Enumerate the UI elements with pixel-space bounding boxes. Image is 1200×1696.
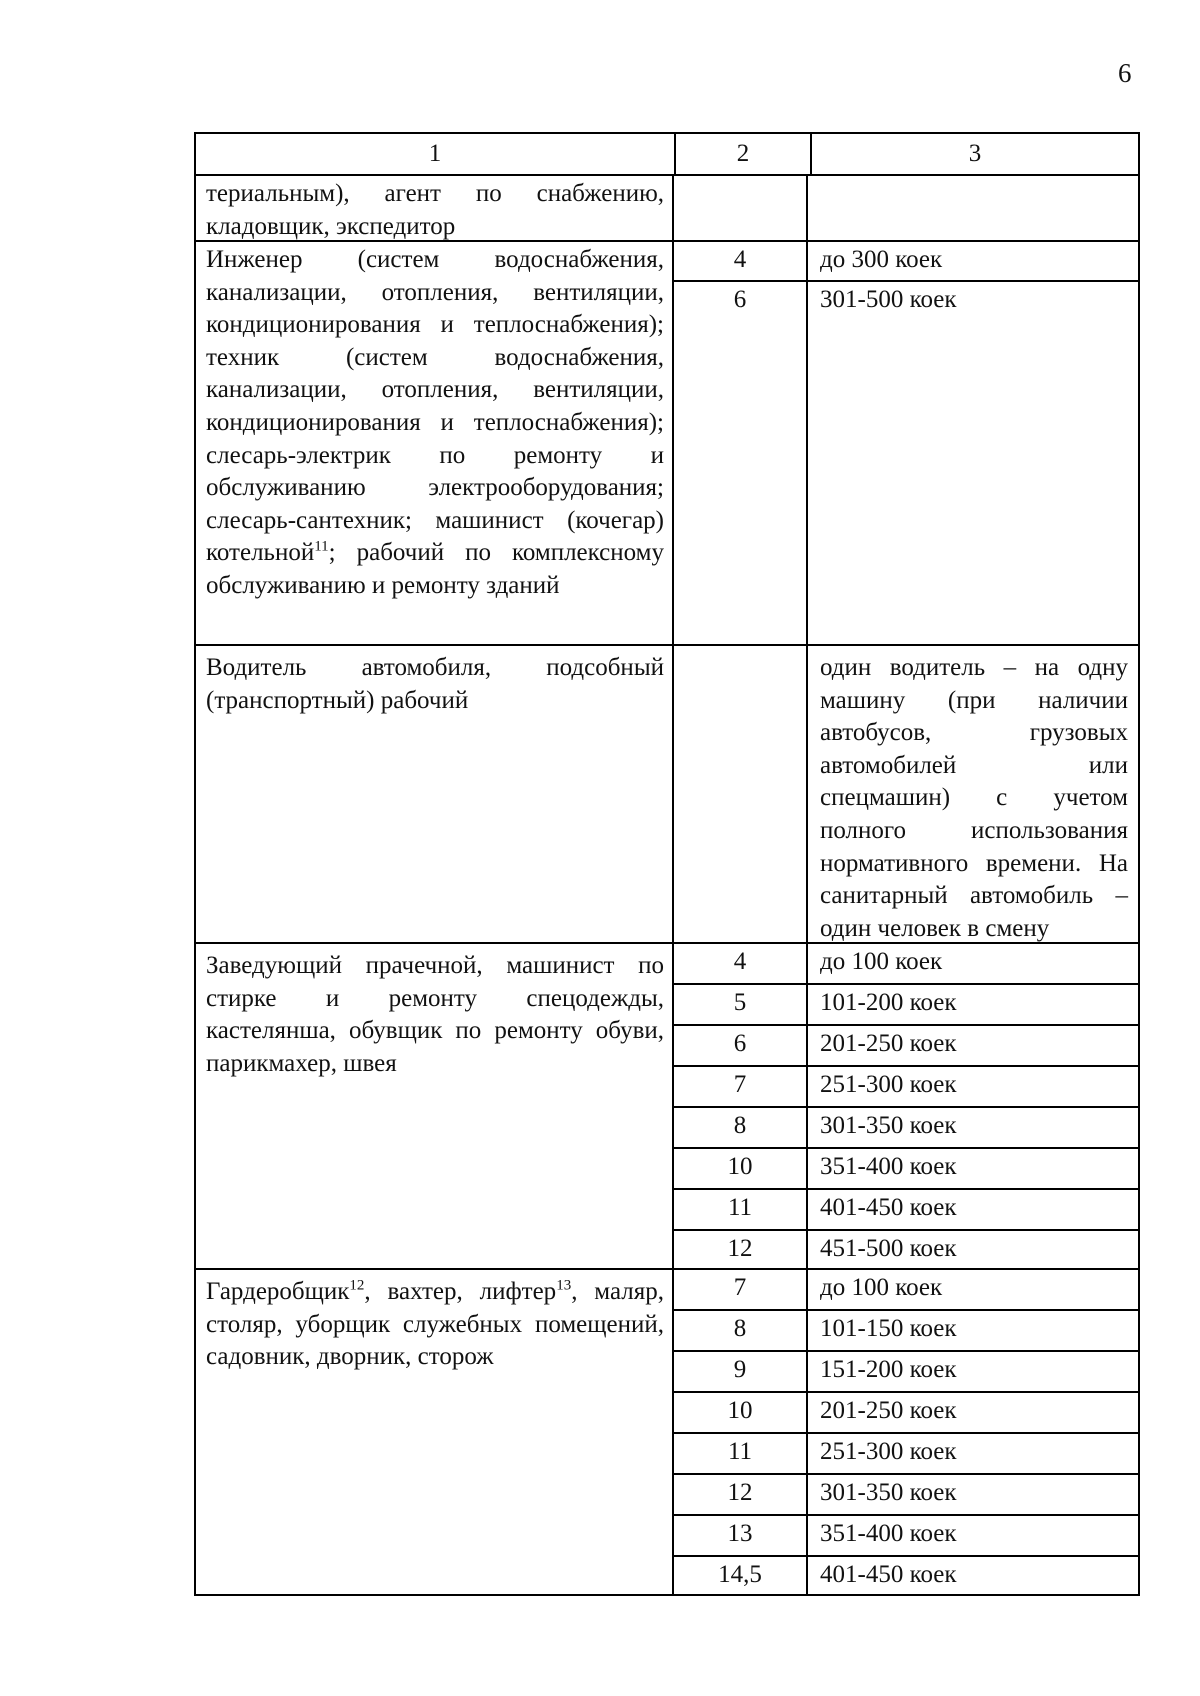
staff-count-cell: 5 (674, 985, 808, 1024)
table-row (674, 1432, 1138, 1473)
table-group-cloakroom (194, 1270, 1140, 1596)
table-group-supply (194, 176, 1140, 242)
staff-count-cell: 12 (674, 1231, 808, 1268)
header-col-3: 3 (968, 140, 982, 167)
criteria-cell: 101-200 коек (820, 989, 957, 1016)
staff-count-cell (674, 176, 808, 240)
position-text: , вахтер, лифтер (364, 1278, 557, 1305)
table-row (674, 646, 1138, 945)
table-row (674, 1065, 1138, 1106)
table-row (674, 1555, 1138, 1594)
staff-count-cell: 9 (674, 1352, 808, 1391)
header-col-2: 2 (676, 134, 812, 174)
criteria-cell: 101-150 коек (820, 1315, 957, 1342)
table-row (674, 1106, 1138, 1147)
table-header-row (194, 132, 1140, 176)
staff-count-cell: 8 (674, 1311, 808, 1350)
criteria-cell: 151-200 коек (820, 1356, 957, 1383)
footnote-ref: 13 (556, 1277, 572, 1294)
table-row (674, 1309, 1138, 1350)
staff-count-cell: 4 (674, 944, 808, 983)
table-row (674, 1229, 1138, 1268)
criteria-cell: до 100 коек (820, 1274, 943, 1301)
table-row (674, 242, 1138, 280)
criteria-cell: 351-400 коек (820, 1153, 957, 1180)
staff-count-cell: 6 (674, 1026, 808, 1065)
criteria-cell: 301-350 коек (820, 1479, 957, 1506)
table-group-engineering (194, 242, 1140, 646)
page-number: 6 (1118, 58, 1132, 88)
criteria-cell: до 100 коек (820, 948, 943, 975)
footnote-ref: 11 (314, 539, 329, 556)
staff-count-cell: 13 (674, 1516, 808, 1555)
table-row (674, 1514, 1138, 1555)
table-row (674, 1188, 1138, 1229)
staff-count-cell: 10 (674, 1149, 808, 1188)
position-cell: териальным), агент по снабжению, кладовщик, экспедитор (196, 176, 674, 240)
table-row (674, 1473, 1138, 1514)
staffing-table (194, 132, 1140, 1596)
position-cell (196, 1270, 674, 1594)
criteria-cell: 201-250 коек (820, 1397, 957, 1424)
staff-count-cell: 8 (674, 1108, 808, 1147)
table-row (674, 1350, 1138, 1391)
staff-count-cell: 11 (674, 1434, 808, 1473)
position-text: ; рабочий по комплексному обслуживанию и ремонту зданий (206, 539, 664, 599)
position-cell (196, 242, 674, 644)
header-col-1: 1 (196, 134, 676, 174)
criteria-cell: 251-300 коек (820, 1071, 957, 1098)
criteria-cell (808, 176, 1138, 240)
table-group-laundry (194, 944, 1140, 1270)
staff-count-cell: 7 (674, 1270, 808, 1309)
position-text: Инженер (систем водоснабжения, канализации, отопления, вентиляции, кондиционирования и теплоснабжения); техник (систем водоснабжения, канализации, отопления, вентиляции, кондиционирования и теплоснабжения); слесарь-электрик по ремонту и обслуживанию электрооборудования; слесарь-сантехник; машинист (кочегар) котельной (206, 246, 664, 567)
staff-count-cell: 14,5 (674, 1557, 808, 1594)
table-row (674, 1270, 1138, 1309)
criteria-cell: один водитель – на одну машину (при наличии автобусов, грузовых автомобилей или спецмашин) с учетом полного использования нормативного времени. На санитарный автомобиль – один человек в смену (820, 654, 1128, 942)
criteria-cell: 451-500 коек (820, 1235, 957, 1262)
staff-count-cell: 7 (674, 1067, 808, 1106)
criteria-cell: 401-450 коек (820, 1194, 957, 1221)
position-text: , маляр, столяр, уборщик служебных помещений, садовник, дворник, сторож (206, 1278, 664, 1371)
staff-count-cell: 4 (674, 242, 808, 280)
table-row (674, 280, 1138, 644)
criteria-cell: 401-450 коек (820, 1561, 957, 1588)
table-row (674, 1391, 1138, 1432)
table-row (674, 176, 1138, 240)
staff-count-cell (674, 646, 808, 945)
table-row (674, 1024, 1138, 1065)
staff-count-cell: 12 (674, 1475, 808, 1514)
table-row (674, 1147, 1138, 1188)
criteria-cell: 201-250 коек (820, 1030, 957, 1057)
staff-count-cell: 6 (674, 282, 808, 644)
staff-count-cell: 11 (674, 1190, 808, 1229)
position-text: Гардеробщик (206, 1278, 350, 1305)
position-cell: Водитель автомобиля, подсобный (транспортный) рабочий (196, 646, 674, 942)
criteria-cell: до 300 коек (820, 246, 943, 273)
table-row (674, 983, 1138, 1024)
criteria-cell: 351-400 коек (820, 1520, 957, 1547)
criteria-cell: 301-350 коек (820, 1112, 957, 1139)
criteria-cell: 251-300 коек (820, 1438, 957, 1465)
table-group-drivers (194, 646, 1140, 944)
footnote-ref: 12 (349, 1277, 365, 1294)
staff-count-cell: 10 (674, 1393, 808, 1432)
position-cell: Заведующий прачечной, машинист по стирке и ремонту спецодежды, кастелянша, обувщик по ремонту обуви, парикмахер, швея (196, 944, 674, 1268)
criteria-cell: 301-500 коек (820, 286, 957, 313)
table-row (674, 944, 1138, 983)
